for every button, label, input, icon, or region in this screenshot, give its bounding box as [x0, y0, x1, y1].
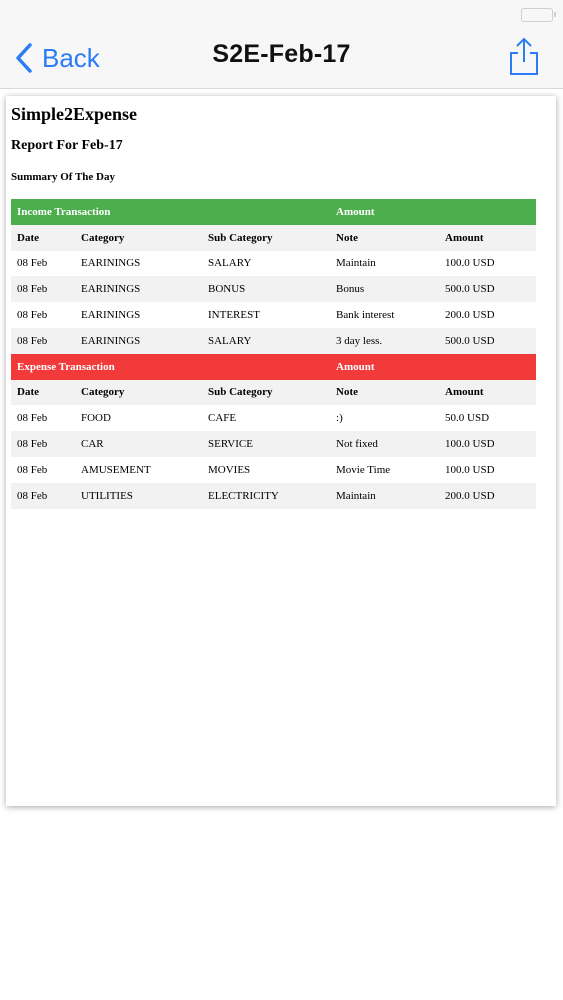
- table-cell: EARININGS: [75, 276, 202, 302]
- table-cell: 08 Feb: [11, 328, 75, 354]
- table-cell: ELECTRICITY: [202, 483, 330, 509]
- table-cell: EARININGS: [75, 302, 202, 328]
- table-row[interactable]: [11, 457, 536, 483]
- table-cell: Bonus: [330, 276, 439, 302]
- table-cell: 08 Feb: [11, 405, 75, 431]
- table-cell: 200.0 USD: [439, 302, 536, 328]
- table-cell: Maintain: [330, 483, 439, 509]
- table-cell: EARININGS: [75, 328, 202, 354]
- table-cell: 08 Feb: [11, 302, 75, 328]
- table-cell: INTEREST: [202, 302, 330, 328]
- page-title: S2E-Feb-17: [212, 40, 351, 68]
- report-period-heading: Report For Feb-17: [11, 138, 123, 153]
- table-cell: 3 day less.: [330, 328, 439, 354]
- income-section-header: [11, 199, 536, 225]
- table-cell: 50.0 USD: [439, 405, 536, 431]
- report-app-name: Simple2Expense: [11, 104, 138, 124]
- back-label: Back: [42, 43, 100, 73]
- table-cell: 100.0 USD: [439, 431, 536, 457]
- table-cell: 100.0 USD: [439, 457, 536, 483]
- table-cell: MOVIES: [202, 457, 330, 483]
- expense-header-amount: Amount: [330, 354, 536, 380]
- table-row[interactable]: [11, 276, 536, 302]
- column-header: Category: [75, 225, 202, 251]
- table-cell: CAFE: [202, 405, 330, 431]
- table-row[interactable]: [11, 302, 536, 328]
- column-header: Date: [11, 225, 75, 251]
- table-cell: Not fixed: [330, 431, 439, 457]
- navigation-bar: [0, 0, 563, 89]
- table-cell: SALARY: [202, 251, 330, 277]
- table-cell: 500.0 USD: [439, 328, 536, 354]
- table-row[interactable]: [11, 251, 536, 277]
- share-icon[interactable]: [509, 36, 539, 76]
- table-cell: 08 Feb: [11, 276, 75, 302]
- table-row[interactable]: [11, 328, 536, 354]
- expense-header-title: Expense Transaction: [11, 354, 330, 380]
- income-header-title: Income Transaction: [11, 199, 330, 225]
- table-cell: 08 Feb: [11, 457, 75, 483]
- table-cell: Movie Time: [330, 457, 439, 483]
- table-row[interactable]: [11, 431, 536, 457]
- table-cell: EARININGS: [75, 251, 202, 277]
- column-header: Sub Category: [202, 225, 330, 251]
- table-cell: Bank interest: [330, 302, 439, 328]
- column-header-row: [11, 225, 536, 251]
- column-header: Note: [330, 225, 439, 251]
- income-header-amount: Amount: [330, 199, 536, 225]
- table-cell: 100.0 USD: [439, 251, 536, 277]
- column-header: Amount: [439, 380, 536, 406]
- column-header: Category: [75, 380, 202, 406]
- table-cell: AMUSEMENT: [75, 457, 202, 483]
- table-cell: SALARY: [202, 328, 330, 354]
- table-cell: 200.0 USD: [439, 483, 536, 509]
- column-header: Note: [330, 380, 439, 406]
- column-header: Sub Category: [202, 380, 330, 406]
- table-cell: :): [330, 405, 439, 431]
- column-header: Date: [11, 380, 75, 406]
- column-header: Amount: [439, 225, 536, 251]
- table-cell: CAR: [75, 431, 202, 457]
- report-document[interactable]: [6, 96, 556, 806]
- table-row[interactable]: [11, 405, 536, 431]
- table-cell: SERVICE: [202, 431, 330, 457]
- table-cell: 08 Feb: [11, 251, 75, 277]
- table-cell: BONUS: [202, 276, 330, 302]
- table-cell: 08 Feb: [11, 483, 75, 509]
- transactions-table: [11, 199, 536, 509]
- battery-icon: [521, 8, 553, 22]
- table-cell: 08 Feb: [11, 431, 75, 457]
- column-header-row: [11, 380, 536, 406]
- table-cell: UTILITIES: [75, 483, 202, 509]
- expense-section-header: [11, 354, 536, 380]
- table-cell: FOOD: [75, 405, 202, 431]
- table-cell: 500.0 USD: [439, 276, 536, 302]
- summary-heading: Summary Of The Day: [11, 171, 115, 183]
- table-row[interactable]: [11, 483, 536, 509]
- table-cell: Maintain: [330, 251, 439, 277]
